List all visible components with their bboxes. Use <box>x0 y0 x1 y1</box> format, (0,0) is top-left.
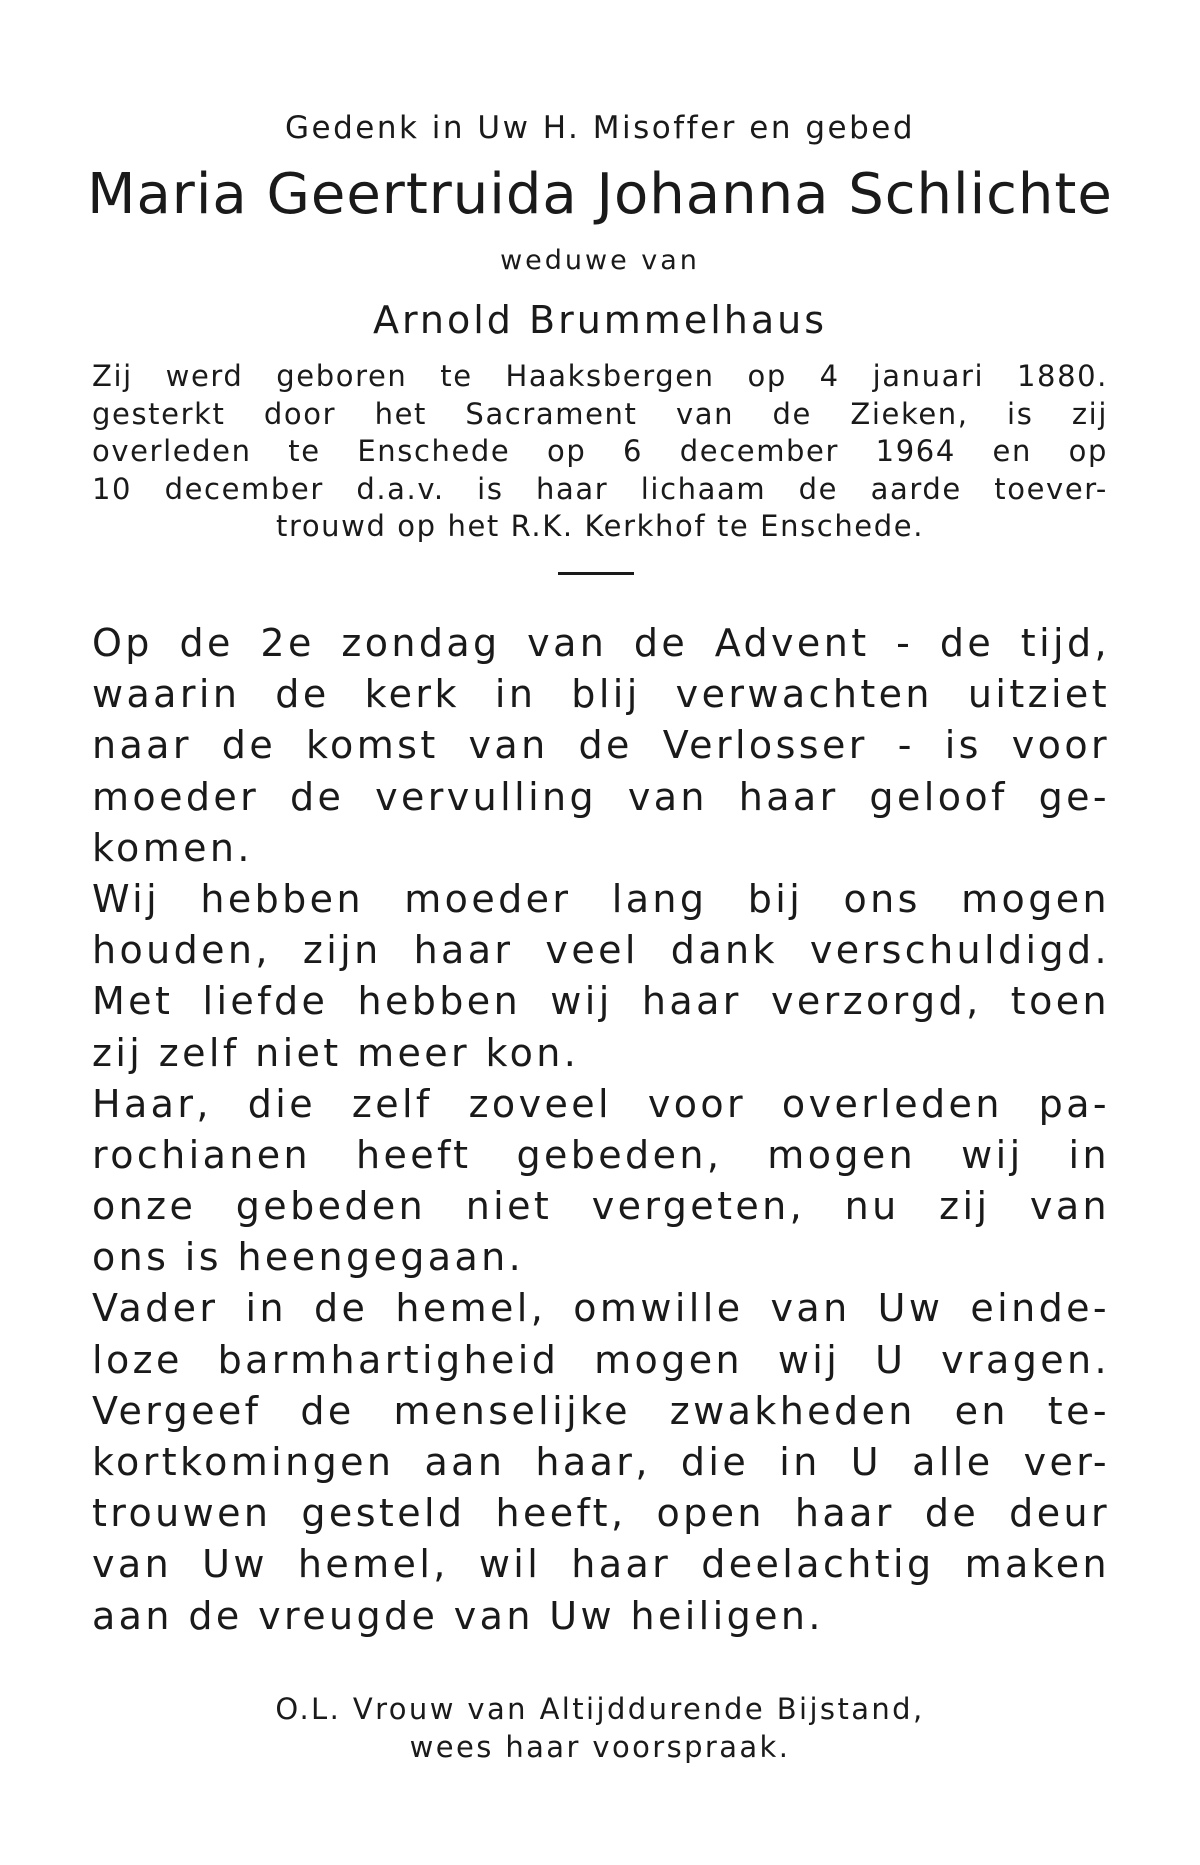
closing-invocation <box>0 1690 1200 1766</box>
prayer-line: Vergeef de menselijke zwakheden en te- <box>92 1388 1110 1433</box>
prayer-line: Wij hebben moeder lang bij ons mogen <box>92 876 1110 921</box>
prayer-line: van Uw hemel, wil haar deelachtig maken <box>92 1542 1110 1587</box>
biography-line: 10 december d.a.v. is haar lichaam de aarde toever- <box>92 471 1108 506</box>
prayer-line: waarin de kerk in blij verwachten uitziet <box>92 672 1110 717</box>
prayer-line: Met liefde hebben wij haar verzorgd, toen <box>92 979 1110 1024</box>
closing-line: O.L. Vrouw van Altijddurende Bijstand, <box>275 1692 925 1726</box>
husband-name: Arnold Brummelhaus <box>372 298 828 342</box>
prayer-line: rochianen heeft gebeden, mogen wij in <box>92 1132 1110 1177</box>
prayer-line: moeder de vervulling van haar geloof ge- <box>92 774 1110 819</box>
prayer-line: ons is heengegaan. <box>92 1235 525 1280</box>
divider <box>558 572 634 575</box>
biography-line: Zij werd geboren te Haaksbergen op 4 januari 1880. <box>92 359 1108 393</box>
biography-line: overleden te Enschede op 6 december 1964 en op <box>92 434 1108 468</box>
prayer-line: Vader in de hemel, omwille van Uw einde- <box>92 1286 1110 1331</box>
prayer-line: komen. <box>92 825 253 870</box>
prayer-line: naar de komst van de Verlosser - is voor <box>92 723 1110 768</box>
prayer-line: loze barmhartigheid mogen wij U vragen. <box>92 1337 1110 1382</box>
biography-line: trouwd op het R.K. Kerkhof te Enschede. <box>275 509 925 543</box>
widow-of-label: weduwe van <box>500 245 700 276</box>
prayer-line: kortkomingen aan haar, die in U alle ver- <box>92 1440 1110 1484</box>
closing-line: wees haar voorspraak. <box>409 1730 791 1764</box>
prayer-line: aan de vreugde van Uw heiligen. <box>92 1593 824 1638</box>
biography-line: gesterkt door het Sacrament van de Zieken, is zij <box>92 396 1108 431</box>
prayer-text <box>92 618 1110 1642</box>
header-line: Gedenk in Uw H. Misoffer en gebed <box>284 110 915 146</box>
prayer-line: trouwen gesteld heeft, open haar de deur <box>92 1491 1110 1536</box>
prayer-line: Op de 2e zondag van de Advent - de tijd, <box>92 621 1110 665</box>
prayer-line: Haar, die zelf zoveel voor overleden pa- <box>92 1081 1110 1126</box>
deceased-name: Maria Geertruida Johanna Schlichte <box>87 162 1113 227</box>
prayer-line: onze gebeden niet vergeten, nu zij van <box>92 1184 1110 1229</box>
prayer-line: zij zelf niet meer kon. <box>92 1030 580 1075</box>
biography <box>92 358 1108 546</box>
prayer-line: houden, zijn haar veel dank verschuldigd. <box>92 928 1110 973</box>
